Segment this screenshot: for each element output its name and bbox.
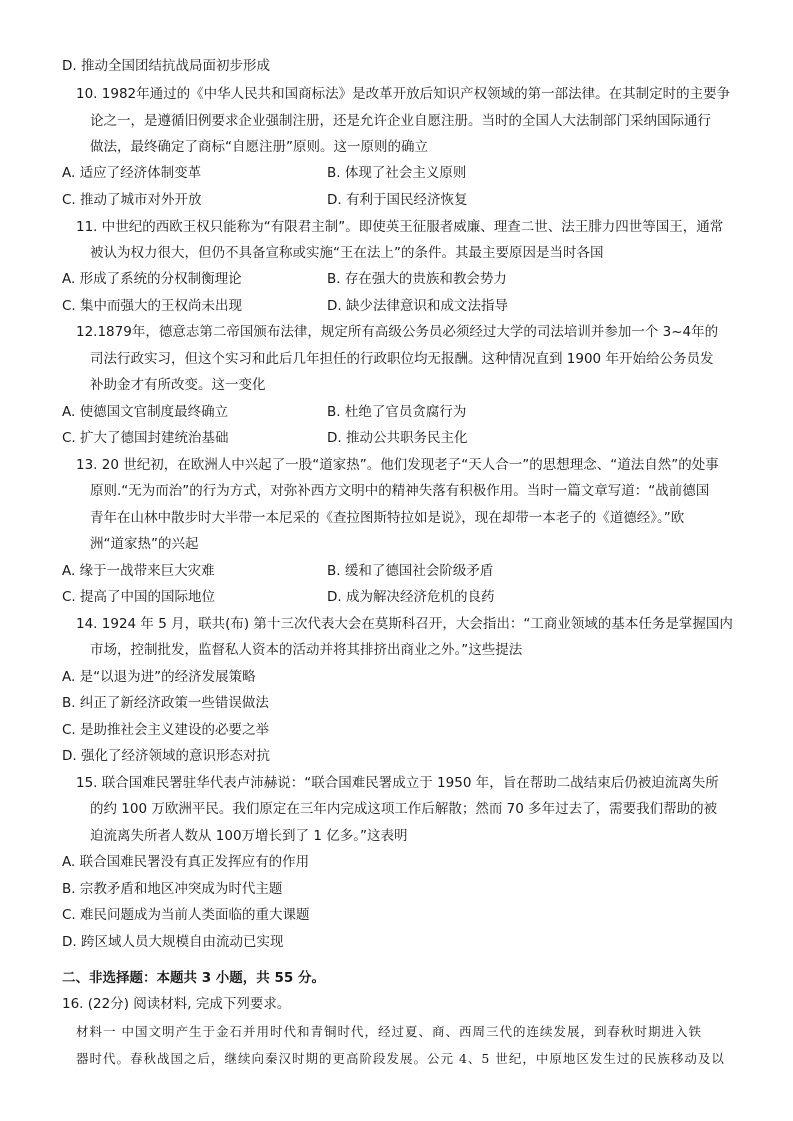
q14-option-a: A. 是“以退为进”的经济发展策略 [62,669,256,685]
q15-option-c: C. 难民问题成为当前人类面临的重大课题 [62,907,310,923]
q15-stem-line-3: 迫流离失所者人数从 100万增长到了 1 亿多。”这表明 [90,828,408,844]
q13-option-c: C. 提高了中国的国际地位 [62,589,216,605]
q15-stem-line-1: 15. 联合国难民署驻华代表卢沛赫说：“联合国难民署成立于 1950 年，旨在帮助二战结束后仍被迫流离失所 [76,775,719,791]
q13-stem-line-1: 13. 20 世纪初，在欧洲人中兴起了一股“道家热”。他们发现老子“天人合一”的思想理念、“道法自然”的处事 [76,457,719,473]
q13-option-a: A. 缘于一战带来巨大灾难 [62,563,215,579]
q11-option-b: B. 存在强大的贵族和教会势力 [327,271,507,287]
q14-option-c: C. 是助推社会主义建设的必要之举 [62,722,270,738]
q15-option-d: D. 跨区域人员大规模自由流动已实现 [62,934,284,950]
q12-option-a: A. 使德国文官制度最终确立 [62,404,229,420]
q13-stem-line-2: 原则.“无为而治”的行为方式，对弥补西方文明中的精神失落有积极作用。当时一篇文章写道：“战前德国 [90,483,710,499]
q10-option-d: D. 有利于国民经济恢复 [327,192,468,208]
q11-stem-line-2: 被认为权力很大，但仍不具备宣称或实施“王在法上”的条件。其最主要原因是当时各国 [90,245,604,261]
material-1-line-2: 器时代。春秋战国之后，继续向秦汉时期的更高阶段发展。公元 4、5 世纪，中原地区发生过的民族移动及以 [76,1051,725,1066]
q13-stem-line-4: 洲“道家热”的兴起 [90,536,199,552]
q10-option-c: C. 推动了城市对外开放 [62,192,202,208]
q12-option-b: B. 杜绝了官员贪腐行为 [327,404,467,420]
section-2-heading: 二、非选择题：本题共 3 小题，共 55 分。 [62,970,325,986]
q14-stem-line-1: 14. 1924 年 5 月，联共(布) 第十三次代表大会在莫斯科召开，大会指出：“工商业领域的基本任务是掌握国内 [76,616,733,632]
q10-stem-line-1: 10. 1982年通过的《中华人民共和国商标法》是改革开放后知识产权领域的第一部法律。在其制定时的主要争 [76,86,731,102]
q12-stem-line-2: 司法行政实习，但这个实习和此后几年担任的行政职位均无报酬。这种情况直到 1900 年开始给公务员发 [90,351,714,367]
q11-option-a: A. 形成了系统的分权制衡理论 [62,271,242,287]
q13-stem-line-3: 青年在山林中散步时大半带一本尼采的《查拉图斯特拉如是说》，现在却带一本老子的《道德经》。”欧 [90,510,685,526]
q15-option-b: B. 宗教矛盾和地区冲突成为时代主题 [62,881,283,897]
q10-stem-line-3: 做法，最终确定了商标“自愿注册”原则。这一原则的确立 [90,139,428,155]
q10-option-a: A. 适应了经济体制变革 [62,165,202,181]
q13-option-b: B. 缓和了德国社会阶级矛盾 [327,563,494,579]
q10-option-b: B. 体现了社会主义原则 [327,165,467,181]
q11-stem-line-1: 11. 中世纪的西欧王权只能称为“有限君主制”。即使英王征服者威廉、理查二世、法王腓力四世等国王，通常 [76,219,724,235]
q15-option-a: A. 联合国难民署没有真正发挥应有的作用 [62,854,310,870]
q13-option-d: D. 成为解决经济危机的良药 [327,589,495,605]
q12-stem-line-3: 补助金才有所改变。这一变化 [90,377,266,393]
q16-heading: 16. (22分) 阅读材料, 完成下列要求。 [62,996,291,1012]
q14-option-b: B. 纠正了新经济政策一些错误做法 [62,695,269,711]
q9-option-d: D. 推动全国团结抗战局面初步形成 [62,58,270,74]
q11-option-c: C. 集中而强大的王权尚未出现 [62,298,243,314]
material-1-line-1: 材料一 中国文明产生于金石并用时代和青铜时代，经过夏、商、西周三代的连续发展，到春秋时期进入铁 [76,1024,702,1039]
q12-stem-line-1: 12.1879年，德意志第二帝国颁布法律，规定所有高级公务员必须经过大学的司法培训并参加一个 3~4年的 [76,324,719,340]
q12-option-d: D. 推动公共职务民主化 [327,430,468,446]
q14-option-d: D. 强化了经济领域的意识形态对抗 [62,748,270,764]
q11-option-d: D. 缺少法律意识和成文法指导 [327,298,508,314]
q14-stem-line-2: 市场，控制批发，监督私人资本的活动并将其排挤出商业之外。”这些提法 [90,642,523,658]
q10-stem-line-2: 论之一，是遵循旧例要求企业强制注册，还是允许企业自愿注册。当时的全国人大法制部门采纳国际通行 [90,113,711,129]
q15-stem-line-2: 的约 100 万欧洲平民。我们原定在三年内完成这项工作后解散；然而 70 多年过去了，需要我们帮助的被 [90,801,718,817]
q12-option-c: C. 扩大了德国封建统治基础 [62,430,229,446]
